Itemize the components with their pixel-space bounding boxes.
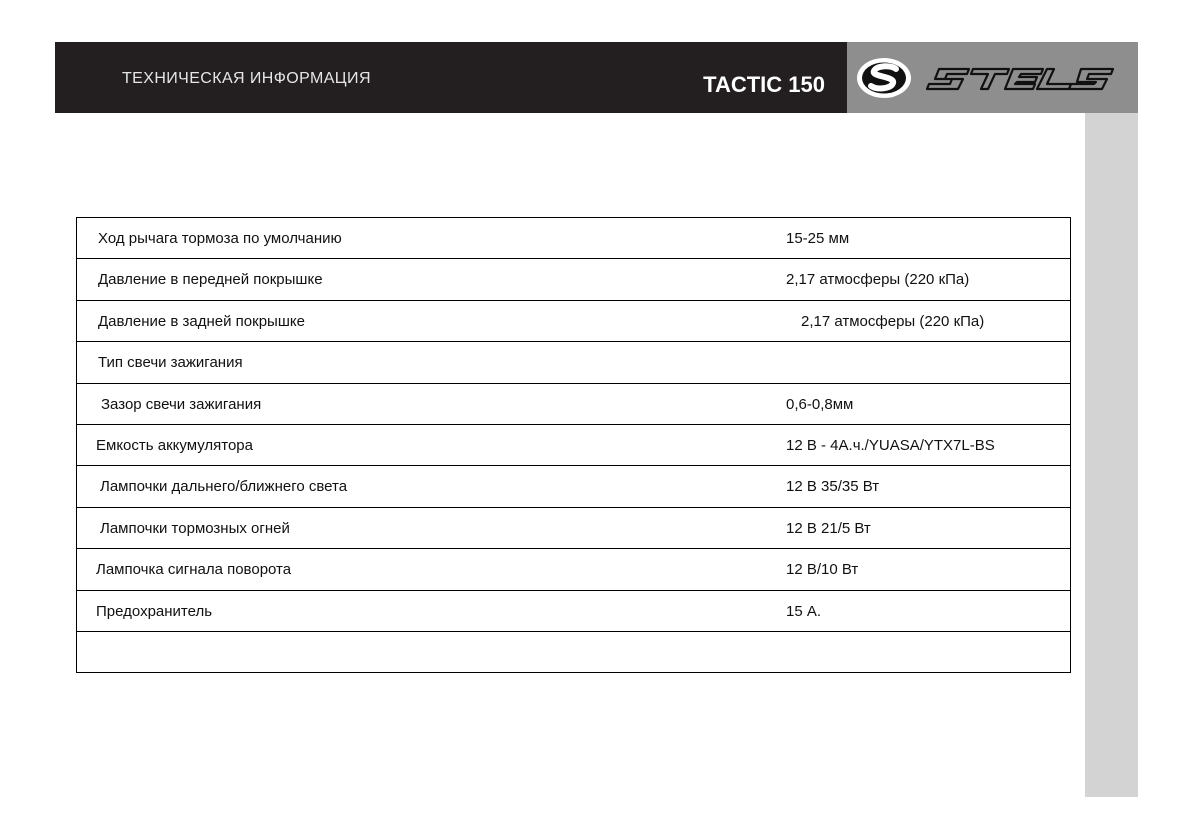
spec-value: 12 В 21/5 Вт — [786, 519, 871, 537]
section-title: ТЕХНИЧЕСКАЯ ИНФОРМАЦИЯ — [122, 70, 371, 87]
spec-value: 2,17 атмосферы (220 кПа) — [786, 271, 970, 289]
table-row — [77, 301, 1070, 342]
spec-label: Лампочка сигнала поворота — [96, 561, 292, 579]
spec-value: 0,6-0,8мм — [786, 395, 854, 413]
spec-label: Давление в задней покрышке — [98, 312, 305, 330]
table-row — [77, 425, 1070, 466]
model-name: TACTIC 150 — [703, 72, 825, 97]
spec-value: 15 А. — [786, 602, 822, 620]
stels-logo-icon — [847, 42, 1138, 113]
spec-label: Емкость аккумулятора — [96, 436, 253, 454]
spec-label: Лампочки дальнего/ближнего света — [100, 478, 348, 496]
table-row — [77, 591, 1070, 632]
spec-label: Зазор свечи зажигания — [101, 395, 262, 413]
side-bar — [1085, 113, 1138, 797]
spec-label: Лампочки тормозных огней — [100, 519, 290, 537]
table-row — [77, 384, 1070, 425]
table-row — [77, 218, 1070, 259]
stels-logo — [847, 42, 1138, 113]
spec-value: 12 В - 4А.ч./YUASA/YTX7L-BS — [786, 436, 995, 454]
spec-label: Давление в передней покрышке — [98, 271, 323, 289]
table-row — [77, 259, 1070, 300]
spec-value: 2,17 атмосферы (220 кПа) — [801, 312, 985, 330]
spec-table — [76, 217, 1071, 673]
table-row — [77, 466, 1070, 507]
table-row — [77, 632, 1070, 673]
table-row — [77, 549, 1070, 590]
spec-value: 12 В 35/35 Вт — [786, 478, 880, 496]
spec-value: 12 В/10 Вт — [786, 561, 859, 579]
table-row — [77, 508, 1070, 549]
spec-label: Ход рычага тормоза по умолчанию — [98, 230, 342, 247]
spec-label: Тип свечи зажигания — [98, 354, 243, 372]
spec-label: Предохранитель — [96, 602, 213, 620]
spec-value: 15-25 мм — [786, 230, 850, 247]
table-row — [77, 342, 1070, 383]
header-bar — [55, 42, 847, 113]
